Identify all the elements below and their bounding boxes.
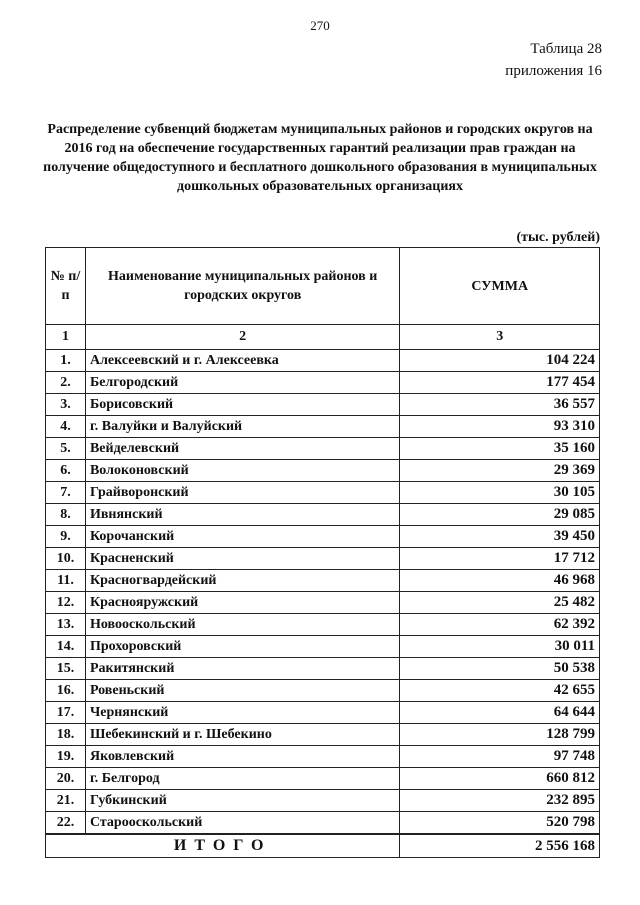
- row-number: 6.: [46, 460, 86, 482]
- row-number: 1.: [46, 350, 86, 372]
- row-sum: 46 968: [400, 570, 600, 592]
- row-number: 20.: [46, 768, 86, 790]
- table-row: [46, 768, 600, 790]
- header-name: Наименование муниципальных районов и городских округов: [85, 248, 399, 325]
- table-row: [46, 724, 600, 746]
- row-number: 9.: [46, 526, 86, 548]
- row-number: 19.: [46, 746, 86, 768]
- header-sum: СУММА: [400, 248, 600, 325]
- table-row: [46, 812, 600, 835]
- column-number-2: 2: [85, 325, 399, 350]
- table-row: [46, 790, 600, 812]
- row-sum: 39 450: [400, 526, 600, 548]
- row-sum: 62 392: [400, 614, 600, 636]
- total-sum: 2 556 168: [400, 834, 600, 858]
- row-sum: 30 105: [400, 482, 600, 504]
- table-row: [46, 394, 600, 416]
- distribution-table: [45, 247, 600, 858]
- row-name: Яковлевский: [85, 746, 399, 768]
- row-sum: 17 712: [400, 548, 600, 570]
- table-row: [46, 438, 600, 460]
- total-label: ИТОГО: [46, 834, 400, 858]
- row-name: Волоконовский: [85, 460, 399, 482]
- row-name: Старооскольский: [85, 812, 399, 835]
- row-name: Белгородский: [85, 372, 399, 394]
- row-name: Алексеевский и г. Алексеевка: [85, 350, 399, 372]
- row-number: 4.: [46, 416, 86, 438]
- row-name: г. Валуйки и Валуйский: [85, 416, 399, 438]
- row-name: Ракитянский: [85, 658, 399, 680]
- row-sum: 36 557: [400, 394, 600, 416]
- row-number: 8.: [46, 504, 86, 526]
- row-name: Борисовский: [85, 394, 399, 416]
- row-name: Губкинский: [85, 790, 399, 812]
- row-name: Ровеньский: [85, 680, 399, 702]
- row-number: 22.: [46, 812, 86, 835]
- table-row: [46, 372, 600, 394]
- row-number: 16.: [46, 680, 86, 702]
- header-number: № п/п: [46, 248, 86, 325]
- table-header-row: [46, 248, 600, 325]
- row-number: 13.: [46, 614, 86, 636]
- row-sum: 30 011: [400, 636, 600, 658]
- row-name: Шебекинский и г. Шебекино: [85, 724, 399, 746]
- row-number: 7.: [46, 482, 86, 504]
- row-sum: 25 482: [400, 592, 600, 614]
- row-number: 17.: [46, 702, 86, 724]
- row-sum: 64 644: [400, 702, 600, 724]
- row-number: 5.: [46, 438, 86, 460]
- document-title: Распределение субвенций бюджетам муниципальных районов и городских округов на 2016 год на обеспечение государственных гарантий реализации прав граждан на получение общедоступного и бесплатного дошкольного образования в муниципальных дошкольных образовательных организациях: [43, 122, 597, 194]
- table-row: [46, 592, 600, 614]
- column-number-row: [46, 325, 600, 350]
- row-number: 15.: [46, 658, 86, 680]
- table-row: [46, 504, 600, 526]
- row-sum: 520 798: [400, 812, 600, 835]
- row-number: 12.: [46, 592, 86, 614]
- table-row: [46, 614, 600, 636]
- row-name: Красногвардейский: [85, 570, 399, 592]
- row-sum: 29 369: [400, 460, 600, 482]
- row-sum: 660 812: [400, 768, 600, 790]
- row-sum: 50 538: [400, 658, 600, 680]
- row-name: г. Белгород: [85, 768, 399, 790]
- row-sum: 93 310: [400, 416, 600, 438]
- row-number: 11.: [46, 570, 86, 592]
- appendix-reference: [505, 38, 602, 82]
- row-number: 14.: [46, 636, 86, 658]
- row-number: 3.: [46, 394, 86, 416]
- row-sum: 128 799: [400, 724, 600, 746]
- row-name: Прохоровский: [85, 636, 399, 658]
- table-row: [46, 658, 600, 680]
- table-row: [46, 702, 600, 724]
- page-number: 270: [310, 18, 330, 33]
- row-name: Вейделевский: [85, 438, 399, 460]
- row-number: 21.: [46, 790, 86, 812]
- row-sum: 232 895: [400, 790, 600, 812]
- units-label: (тыс. рублей): [516, 230, 600, 245]
- row-sum: 97 748: [400, 746, 600, 768]
- table-row: [46, 416, 600, 438]
- row-name: Грайворонский: [85, 482, 399, 504]
- row-sum: 29 085: [400, 504, 600, 526]
- table-row: [46, 636, 600, 658]
- row-name: Чернянский: [85, 702, 399, 724]
- appendix-annex-label: приложения 16: [505, 63, 602, 79]
- row-name: Корочанский: [85, 526, 399, 548]
- row-name: Ивнянский: [85, 504, 399, 526]
- row-name: Красненский: [85, 548, 399, 570]
- column-number-1: 1: [46, 325, 86, 350]
- table-row: [46, 548, 600, 570]
- row-number: 10.: [46, 548, 86, 570]
- table-row: [46, 570, 600, 592]
- total-row: [46, 834, 600, 858]
- table-row: [46, 482, 600, 504]
- table-row: [46, 526, 600, 548]
- row-sum: 35 160: [400, 438, 600, 460]
- row-sum: 104 224: [400, 350, 600, 372]
- row-sum: 177 454: [400, 372, 600, 394]
- row-number: 2.: [46, 372, 86, 394]
- appendix-table-label: Таблица 28: [530, 41, 602, 57]
- row-name: Краснояружский: [85, 592, 399, 614]
- column-number-3: 3: [400, 325, 600, 350]
- table-row: [46, 746, 600, 768]
- table-row: [46, 460, 600, 482]
- row-sum: 42 655: [400, 680, 600, 702]
- row-name: Новооскольский: [85, 614, 399, 636]
- table-row: [46, 350, 600, 372]
- table-row: [46, 680, 600, 702]
- row-number: 18.: [46, 724, 86, 746]
